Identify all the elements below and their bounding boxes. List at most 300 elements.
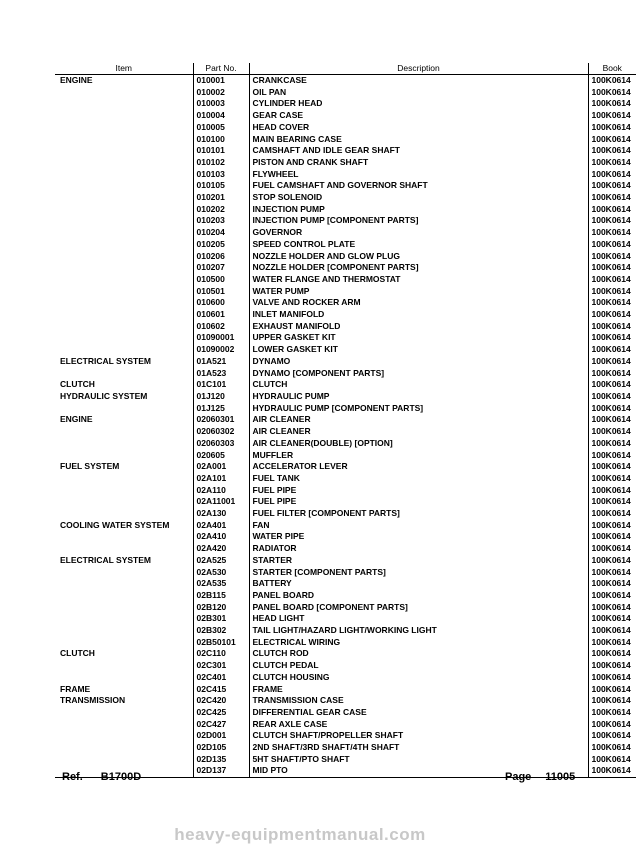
cell-item bbox=[55, 426, 193, 438]
table-row bbox=[55, 543, 636, 555]
cell-item bbox=[55, 332, 193, 344]
table-body bbox=[55, 75, 636, 778]
cell-item bbox=[55, 157, 193, 169]
cell-description: LOWER GASKET KIT bbox=[249, 344, 588, 356]
cell-part-no: 010206 bbox=[193, 251, 249, 263]
cell-book: 100K0614 bbox=[588, 438, 636, 450]
cell-description: NOZZLE HOLDER [COMPONENT PARTS] bbox=[249, 262, 588, 274]
cell-item bbox=[55, 110, 193, 122]
cell-description: FUEL FILTER [COMPONENT PARTS] bbox=[249, 508, 588, 520]
table-row bbox=[55, 169, 636, 181]
cell-book: 100K0614 bbox=[588, 297, 636, 309]
page-number: 11005 bbox=[545, 771, 576, 783]
cell-description: PANEL BOARD bbox=[249, 590, 588, 602]
cell-item bbox=[55, 251, 193, 263]
cell-part-no: 010601 bbox=[193, 309, 249, 321]
cell-part-no: 02D105 bbox=[193, 742, 249, 754]
table-row bbox=[55, 555, 636, 567]
cell-part-no: 02A535 bbox=[193, 578, 249, 590]
cell-part-no: 010501 bbox=[193, 286, 249, 298]
cell-part-no: 02B302 bbox=[193, 625, 249, 637]
table-row bbox=[55, 192, 636, 204]
table-row bbox=[55, 719, 636, 731]
cell-description: WATER PUMP bbox=[249, 286, 588, 298]
table-row bbox=[55, 578, 636, 590]
cell-item bbox=[55, 567, 193, 579]
cell-item bbox=[55, 613, 193, 625]
cell-item bbox=[55, 625, 193, 637]
cell-item bbox=[55, 637, 193, 649]
table-row bbox=[55, 239, 636, 251]
cell-item bbox=[55, 672, 193, 684]
cell-part-no: 02A530 bbox=[193, 567, 249, 579]
cell-book: 100K0614 bbox=[588, 157, 636, 169]
cell-part-no: 02A001 bbox=[193, 461, 249, 473]
cell-part-no: 02D137 bbox=[193, 765, 249, 777]
cell-book: 100K0614 bbox=[588, 87, 636, 99]
cell-book: 100K0614 bbox=[588, 684, 636, 696]
cell-book: 100K0614 bbox=[588, 274, 636, 286]
cell-book: 100K0614 bbox=[588, 368, 636, 380]
cell-book: 100K0614 bbox=[588, 414, 636, 426]
cell-description: MUFFLER bbox=[249, 450, 588, 462]
cell-book: 100K0614 bbox=[588, 496, 636, 508]
cell-book: 100K0614 bbox=[588, 590, 636, 602]
cell-book: 100K0614 bbox=[588, 180, 636, 192]
cell-book: 100K0614 bbox=[588, 660, 636, 672]
table-row bbox=[55, 414, 636, 426]
cell-book: 100K0614 bbox=[588, 134, 636, 146]
cell-item bbox=[55, 450, 193, 462]
cell-part-no: 02B301 bbox=[193, 613, 249, 625]
cell-part-no: 02C401 bbox=[193, 672, 249, 684]
ref-label: Ref. bbox=[62, 771, 83, 783]
cell-description: GEAR CASE bbox=[249, 110, 588, 122]
cell-book: 100K0614 bbox=[588, 192, 636, 204]
cell-description: OIL PAN bbox=[249, 87, 588, 99]
cell-part-no: 02C420 bbox=[193, 695, 249, 707]
table-row bbox=[55, 637, 636, 649]
cell-description: PISTON AND CRANK SHAFT bbox=[249, 157, 588, 169]
cell-item bbox=[55, 543, 193, 555]
cell-description: HYDRAULIC PUMP bbox=[249, 391, 588, 403]
cell-description: HYDRAULIC PUMP [COMPONENT PARTS] bbox=[249, 403, 588, 415]
cell-description: CRANKCASE bbox=[249, 75, 588, 87]
table-row bbox=[55, 379, 636, 391]
cell-description: CYLINDER HEAD bbox=[249, 98, 588, 110]
cell-item bbox=[55, 485, 193, 497]
cell-book: 100K0614 bbox=[588, 239, 636, 251]
table-row bbox=[55, 473, 636, 485]
table-row bbox=[55, 297, 636, 309]
table-row bbox=[55, 672, 636, 684]
cell-part-no: 02A110 bbox=[193, 485, 249, 497]
table-row bbox=[55, 262, 636, 274]
cell-part-no: 01090001 bbox=[193, 332, 249, 344]
table-row bbox=[55, 368, 636, 380]
cell-part-no: 02C415 bbox=[193, 684, 249, 696]
cell-book: 100K0614 bbox=[588, 461, 636, 473]
cell-book: 100K0614 bbox=[588, 508, 636, 520]
cell-description: DYNAMO [COMPONENT PARTS] bbox=[249, 368, 588, 380]
cell-description: AIR CLEANER bbox=[249, 414, 588, 426]
table-row bbox=[55, 648, 636, 660]
cell-part-no: 01J120 bbox=[193, 391, 249, 403]
cell-item bbox=[55, 262, 193, 274]
cell-book: 100K0614 bbox=[588, 426, 636, 438]
cell-item bbox=[55, 660, 193, 672]
table-row bbox=[55, 567, 636, 579]
table-row bbox=[55, 426, 636, 438]
cell-description: WATER FLANGE AND THERMOSTAT bbox=[249, 274, 588, 286]
table-row bbox=[55, 75, 636, 87]
cell-book: 100K0614 bbox=[588, 613, 636, 625]
table-row bbox=[55, 403, 636, 415]
table-row bbox=[55, 742, 636, 754]
cell-item bbox=[55, 730, 193, 742]
cell-description: FUEL PIPE bbox=[249, 496, 588, 508]
cell-item: ELECTRICAL SYSTEM bbox=[60, 355, 151, 366]
cell-description: ACCELERATOR LEVER bbox=[249, 461, 588, 473]
cell-description: FLYWHEEL bbox=[249, 169, 588, 181]
cell-part-no: 010207 bbox=[193, 262, 249, 274]
cell-part-no: 01C101 bbox=[193, 379, 249, 391]
cell-description: UPPER GASKET KIT bbox=[249, 332, 588, 344]
table-header bbox=[55, 63, 636, 75]
cell-book: 100K0614 bbox=[588, 602, 636, 614]
cell-description: CLUTCH PEDAL bbox=[249, 660, 588, 672]
cell-description: STOP SOLENOID bbox=[249, 192, 588, 204]
cell-part-no: 02060302 bbox=[193, 426, 249, 438]
page-label: Page bbox=[505, 771, 532, 783]
table-row bbox=[55, 215, 636, 227]
cell-description: FUEL PIPE bbox=[249, 485, 588, 497]
header-description: Description bbox=[249, 63, 588, 75]
cell-description: MID PTO bbox=[249, 765, 588, 777]
cell-item bbox=[55, 145, 193, 157]
cell-book: 100K0614 bbox=[588, 344, 636, 356]
cell-book: 100K0614 bbox=[588, 251, 636, 263]
cell-book: 100K0614 bbox=[588, 531, 636, 543]
cell-description: HEAD COVER bbox=[249, 122, 588, 134]
cell-book: 100K0614 bbox=[588, 332, 636, 344]
cell-description: 5HT SHAFT/PTO SHAFT bbox=[249, 754, 588, 766]
cell-description: NOZZLE HOLDER AND GLOW PLUG bbox=[249, 251, 588, 263]
table-row bbox=[55, 286, 636, 298]
cell-part-no: 010204 bbox=[193, 227, 249, 239]
cell-item bbox=[55, 602, 193, 614]
cell-description: STARTER bbox=[249, 555, 588, 567]
cell-item: HYDRAULIC SYSTEM bbox=[60, 390, 148, 401]
cell-book: 100K0614 bbox=[588, 695, 636, 707]
cell-description: DIFFERENTIAL GEAR CASE bbox=[249, 707, 588, 719]
cell-book: 100K0614 bbox=[588, 754, 636, 766]
cell-item bbox=[55, 590, 193, 602]
cell-part-no: 010202 bbox=[193, 204, 249, 216]
table-row bbox=[55, 730, 636, 742]
cell-book: 100K0614 bbox=[588, 648, 636, 660]
cell-description: FUEL CAMSHAFT AND GOVERNOR SHAFT bbox=[249, 180, 588, 192]
table-row bbox=[55, 660, 636, 672]
cell-description: INJECTION PUMP [COMPONENT PARTS] bbox=[249, 215, 588, 227]
table-row bbox=[55, 344, 636, 356]
table-row bbox=[55, 227, 636, 239]
cell-book: 100K0614 bbox=[588, 543, 636, 555]
table-row bbox=[55, 204, 636, 216]
cell-part-no: 020605 bbox=[193, 450, 249, 462]
cell-description: FRAME bbox=[249, 684, 588, 696]
footer-ref bbox=[62, 771, 141, 783]
table-row bbox=[55, 309, 636, 321]
table-row bbox=[55, 496, 636, 508]
cell-book: 100K0614 bbox=[588, 169, 636, 181]
cell-item: ENGINE bbox=[60, 75, 93, 85]
cell-book: 100K0614 bbox=[588, 473, 636, 485]
cell-item bbox=[55, 122, 193, 134]
cell-part-no: 02A420 bbox=[193, 543, 249, 555]
cell-part-no: 02B115 bbox=[193, 590, 249, 602]
cell-book: 100K0614 bbox=[588, 765, 636, 777]
cell-description: FAN bbox=[249, 520, 588, 532]
cell-item bbox=[55, 134, 193, 146]
cell-part-no: 02B50101 bbox=[193, 637, 249, 649]
cell-description: MAIN BEARING CASE bbox=[249, 134, 588, 146]
cell-description: CLUTCH SHAFT/PROPELLER SHAFT bbox=[249, 730, 588, 742]
cell-book: 100K0614 bbox=[588, 262, 636, 274]
cell-description: CAMSHAFT AND IDLE GEAR SHAFT bbox=[249, 145, 588, 157]
table-row bbox=[55, 122, 636, 134]
cell-description: INJECTION PUMP bbox=[249, 204, 588, 216]
cell-item bbox=[55, 169, 193, 181]
cell-book: 100K0614 bbox=[588, 637, 636, 649]
cell-description: TAIL LIGHT/HAZARD LIGHT/WORKING LIGHT bbox=[249, 625, 588, 637]
table-row bbox=[55, 157, 636, 169]
table-row bbox=[55, 754, 636, 766]
header-row bbox=[55, 63, 636, 75]
cell-book: 100K0614 bbox=[588, 379, 636, 391]
cell-part-no: 010001 bbox=[193, 75, 249, 87]
cell-book: 100K0614 bbox=[588, 742, 636, 754]
cell-description: STARTER [COMPONENT PARTS] bbox=[249, 567, 588, 579]
table-row bbox=[55, 332, 636, 344]
cell-item bbox=[55, 192, 193, 204]
cell-book: 100K0614 bbox=[588, 391, 636, 403]
cell-item: CLUTCH bbox=[60, 648, 95, 659]
cell-book: 100K0614 bbox=[588, 578, 636, 590]
table-row bbox=[55, 274, 636, 286]
cell-description: RADIATOR bbox=[249, 543, 588, 555]
cell-item: FUEL SYSTEM bbox=[60, 461, 120, 472]
cell-book: 100K0614 bbox=[588, 730, 636, 742]
table-row bbox=[55, 461, 636, 473]
cell-item bbox=[55, 286, 193, 298]
cell-book: 100K0614 bbox=[588, 286, 636, 298]
cell-item bbox=[55, 98, 193, 110]
table-row bbox=[55, 180, 636, 192]
ref-value: B1700D bbox=[100, 771, 142, 783]
table-row bbox=[55, 98, 636, 110]
cell-part-no: 010100 bbox=[193, 134, 249, 146]
cell-part-no: 01J125 bbox=[193, 403, 249, 415]
cell-part-no: 010102 bbox=[193, 157, 249, 169]
table-row bbox=[55, 695, 636, 707]
cell-part-no: 010600 bbox=[193, 297, 249, 309]
table-row bbox=[55, 613, 636, 625]
cell-part-no: 010205 bbox=[193, 239, 249, 251]
cell-item bbox=[55, 180, 193, 192]
cell-item bbox=[55, 707, 193, 719]
cell-book: 100K0614 bbox=[588, 520, 636, 532]
header-part-no: Part No. bbox=[193, 63, 249, 75]
cell-part-no: 02A401 bbox=[193, 520, 249, 532]
table-row bbox=[55, 87, 636, 99]
table-row bbox=[55, 321, 636, 333]
cell-item bbox=[55, 578, 193, 590]
cell-item: ENGINE bbox=[60, 414, 93, 425]
cell-item: CLUTCH bbox=[60, 379, 95, 390]
cell-item bbox=[55, 321, 193, 333]
cell-book: 100K0614 bbox=[588, 719, 636, 731]
cell-book: 100K0614 bbox=[588, 707, 636, 719]
table-row bbox=[55, 684, 636, 696]
cell-item bbox=[55, 531, 193, 543]
cell-description: CLUTCH HOUSING bbox=[249, 672, 588, 684]
cell-item bbox=[55, 473, 193, 485]
cell-description: VALVE AND ROCKER ARM bbox=[249, 297, 588, 309]
cell-description: FUEL TANK bbox=[249, 473, 588, 485]
table-row bbox=[55, 450, 636, 462]
cell-book: 100K0614 bbox=[588, 309, 636, 321]
cell-book: 100K0614 bbox=[588, 98, 636, 110]
cell-book: 100K0614 bbox=[588, 227, 636, 239]
cell-book: 100K0614 bbox=[588, 450, 636, 462]
table-row bbox=[55, 707, 636, 719]
cell-item bbox=[55, 754, 193, 766]
cell-book: 100K0614 bbox=[588, 567, 636, 579]
cell-book: 100K0614 bbox=[588, 625, 636, 637]
cell-item bbox=[55, 239, 193, 251]
cell-item bbox=[55, 508, 193, 520]
cell-part-no: 02A525 bbox=[193, 555, 249, 567]
table-row bbox=[55, 145, 636, 157]
cell-part-no: 010500 bbox=[193, 274, 249, 286]
cell-book: 100K0614 bbox=[588, 145, 636, 157]
cell-part-no: 02A410 bbox=[193, 531, 249, 543]
cell-part-no: 010005 bbox=[193, 122, 249, 134]
cell-description: EXHAUST MANIFOLD bbox=[249, 321, 588, 333]
table-row bbox=[55, 531, 636, 543]
cell-item bbox=[55, 719, 193, 731]
table-row bbox=[55, 508, 636, 520]
cell-item bbox=[55, 403, 193, 415]
cell-item bbox=[55, 742, 193, 754]
cell-part-no: 010201 bbox=[193, 192, 249, 204]
cell-description: DYNAMO bbox=[249, 356, 588, 368]
table-row bbox=[55, 602, 636, 614]
table-row bbox=[55, 356, 636, 368]
cell-part-no: 02060301 bbox=[193, 414, 249, 426]
cell-item: ELECTRICAL SYSTEM bbox=[60, 554, 151, 565]
cell-description: 2ND SHAFT/3RD SHAFT/4TH SHAFT bbox=[249, 742, 588, 754]
table-row bbox=[55, 520, 636, 532]
cell-part-no: 02A130 bbox=[193, 508, 249, 520]
cell-item bbox=[55, 344, 193, 356]
cell-book: 100K0614 bbox=[588, 215, 636, 227]
cell-description: PANEL BOARD [COMPONENT PARTS] bbox=[249, 602, 588, 614]
cell-part-no: 010002 bbox=[193, 87, 249, 99]
cell-book: 100K0614 bbox=[588, 122, 636, 134]
cell-part-no: 01090002 bbox=[193, 344, 249, 356]
cell-part-no: 02C301 bbox=[193, 660, 249, 672]
cell-part-no: 010105 bbox=[193, 180, 249, 192]
cell-item: FRAME bbox=[60, 683, 91, 694]
header-book: Book bbox=[588, 63, 636, 75]
cell-part-no: 02B120 bbox=[193, 602, 249, 614]
cell-part-no: 02C425 bbox=[193, 707, 249, 719]
cell-description: AIR CLEANER bbox=[249, 426, 588, 438]
cell-book: 100K0614 bbox=[588, 555, 636, 567]
cell-part-no: 02060303 bbox=[193, 438, 249, 450]
cell-description: SPEED CONTROL PLATE bbox=[249, 239, 588, 251]
cell-item bbox=[55, 368, 193, 380]
cell-part-no: 010101 bbox=[193, 145, 249, 157]
table-row bbox=[55, 134, 636, 146]
header-item: Item bbox=[55, 63, 193, 75]
cell-book: 100K0614 bbox=[588, 356, 636, 368]
cell-item bbox=[55, 438, 193, 450]
cell-description: CLUTCH ROD bbox=[249, 648, 588, 660]
watermark: heavy-equipmentmanual.com bbox=[174, 825, 426, 844]
table-row bbox=[55, 590, 636, 602]
cell-description: TRANSMISSION CASE bbox=[249, 695, 588, 707]
cell-book: 100K0614 bbox=[588, 110, 636, 122]
cell-item bbox=[55, 227, 193, 239]
table-row bbox=[55, 485, 636, 497]
cell-part-no: 01A521 bbox=[193, 356, 249, 368]
cell-item bbox=[55, 297, 193, 309]
cell-part-no: 02D135 bbox=[193, 754, 249, 766]
cell-part-no: 010103 bbox=[193, 169, 249, 181]
cell-part-no: 010003 bbox=[193, 98, 249, 110]
table-row bbox=[55, 625, 636, 637]
cell-item bbox=[55, 215, 193, 227]
cell-description: AIR CLEANER(DOUBLE) [OPTION] bbox=[249, 438, 588, 450]
cell-part-no: 02C110 bbox=[193, 648, 249, 660]
table-row bbox=[55, 110, 636, 122]
cell-item bbox=[55, 496, 193, 508]
cell-item bbox=[55, 274, 193, 286]
cell-item bbox=[55, 204, 193, 216]
cell-part-no: 02A101 bbox=[193, 473, 249, 485]
footer-page bbox=[505, 771, 575, 783]
cell-part-no: 02D001 bbox=[193, 730, 249, 742]
cell-book: 100K0614 bbox=[588, 403, 636, 415]
cell-description: GOVERNOR bbox=[249, 227, 588, 239]
cell-book: 100K0614 bbox=[588, 75, 636, 87]
cell-book: 100K0614 bbox=[588, 672, 636, 684]
cell-book: 100K0614 bbox=[588, 485, 636, 497]
cell-description: CLUTCH bbox=[249, 379, 588, 391]
table-row bbox=[55, 391, 636, 403]
table-row bbox=[55, 251, 636, 263]
cell-description: BATTERY bbox=[249, 578, 588, 590]
cell-description: REAR AXLE CASE bbox=[249, 719, 588, 731]
cell-book: 100K0614 bbox=[588, 204, 636, 216]
cell-part-no: 010203 bbox=[193, 215, 249, 227]
cell-part-no: 010004 bbox=[193, 110, 249, 122]
cell-item bbox=[55, 309, 193, 321]
cell-item: TRANSMISSION bbox=[60, 695, 126, 706]
